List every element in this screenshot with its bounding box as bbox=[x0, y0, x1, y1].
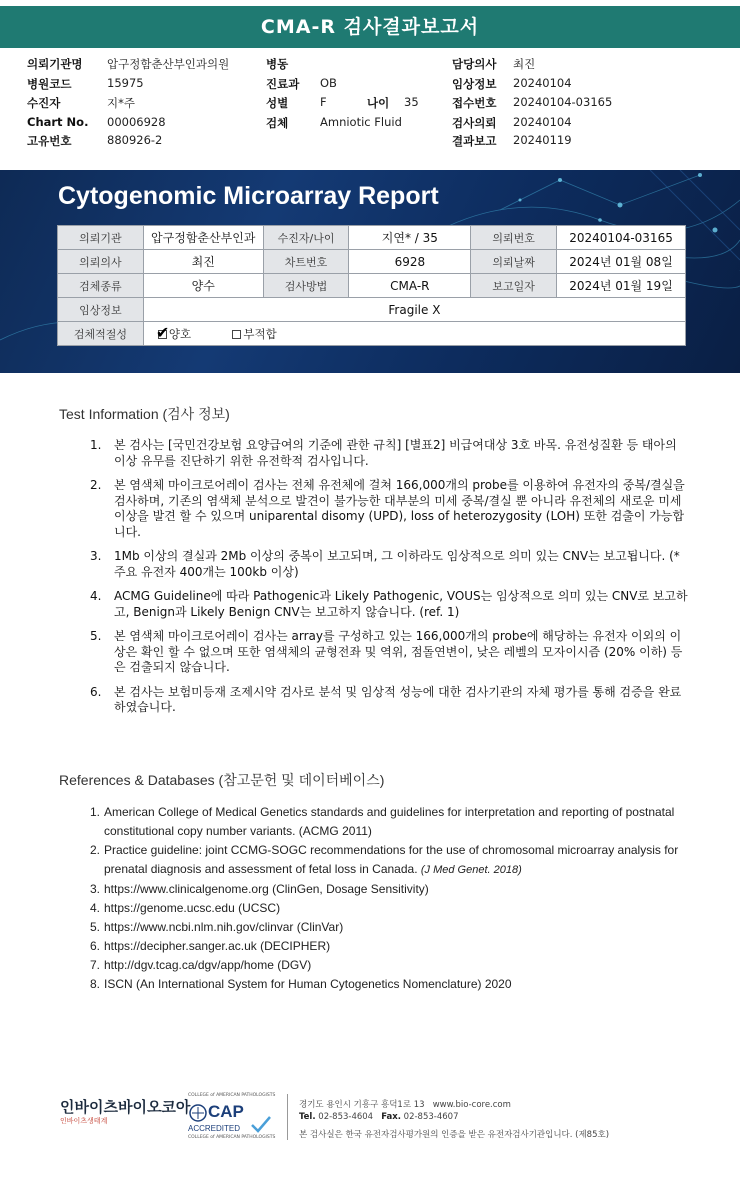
request-label: 검사의뢰 bbox=[452, 116, 497, 130]
hospital-value: 압구정함춘산부인과의원 bbox=[107, 57, 230, 71]
sex-label: 성별 bbox=[266, 96, 289, 110]
patient-value: 지*주 bbox=[107, 96, 135, 110]
table-header-cell: 수진자/나이 bbox=[263, 226, 349, 250]
specimen-label: 검체 bbox=[266, 116, 289, 130]
table-header-cell: 의뢰날짜 bbox=[471, 250, 557, 274]
table-row bbox=[58, 250, 686, 274]
cap-accreditation-logo: COLLEGE of AMERICAN PATHOLOGISTS CAP ACCREDITED COLLEGE of AMERICAN PATHOLOGISTS bbox=[188, 1093, 276, 1140]
list-item: 5. 본 염색체 마이크로어레이 검사는 array를 구성하고 있는 166,000개의 probe에 해당하는 유전자 이외의 이상은 확인 할 수 없으며 또한 염색체의 균형전좌 및 역위, 점돌연변이, 낮은 레벨의 모자이시즘 (20% 이하) 등은 검출되지 않습니다. bbox=[90, 629, 683, 674]
unsuitable-checkbox[interactable] bbox=[232, 330, 241, 339]
table-header-cell: 보고일자 bbox=[471, 274, 557, 298]
table-cell: 6928 bbox=[349, 250, 471, 274]
cap-text: CAP bbox=[208, 1102, 244, 1121]
check-icon: ✔ bbox=[155, 322, 170, 342]
company-logo-sub: 인바이츠생태계 bbox=[60, 1117, 108, 1125]
info-row-2 bbox=[0, 76, 740, 94]
report-label: 결과보고 bbox=[452, 134, 497, 148]
company-logo: 인바이츠바이오코아 bbox=[60, 1098, 191, 1116]
cap-emblem-icon bbox=[188, 1103, 208, 1123]
certification-notice: 본 검사실은 한국 유전자검사평가원의 인증을 받은 유전자검사기관입니다. (제85호) bbox=[299, 1130, 610, 1140]
info-row-3 bbox=[0, 95, 740, 113]
list-item: 3. 1Mb 이상의 결실과 2Mb 이상의 중복이 보고되며, 그 이하라도 임상적으로 의미 있는 CNV는 보고됩니다. (*주요 유전자 400개는 100kb 이상) bbox=[90, 549, 680, 579]
citation: (J Med Genet. 2018) bbox=[420, 864, 522, 876]
table-row bbox=[58, 322, 686, 346]
report-value: 20240119 bbox=[513, 133, 572, 147]
info-row-1 bbox=[0, 56, 740, 74]
specimen-adequacy-cell bbox=[143, 322, 685, 346]
good-checkbox[interactable] bbox=[155, 322, 170, 342]
table-cell: 20240104-03165 bbox=[557, 226, 686, 250]
table-row bbox=[58, 274, 686, 298]
list-item: 4. ACMG Guideline에 따라 Pathogenic과 Likely Pathogenic, VOUS는 임상적으로 의미 있는 CNV로 보고하고, Benign과 Likely Benign CNV는 보고하지 않습니다. (ref. 1) bbox=[90, 589, 688, 619]
dept-value: OB bbox=[320, 76, 337, 90]
banner-title: Cytogenomic Microarray Report bbox=[58, 182, 439, 210]
table-cell: 지연* / 35 bbox=[349, 226, 471, 250]
references-title: References & Databases (참고문헌 및 데이터베이스) bbox=[59, 772, 385, 788]
accredited-text: ACCREDITED bbox=[188, 1124, 241, 1133]
list-item: 2. Practice guideline: joint CCMG-SOGC recommendations for the use of chromosomal microarray analysis for prenatal diagnosis and assessment of fetal loss in Canada. (J Med Genet. 2018) bbox=[90, 843, 679, 876]
checkmark-icon bbox=[250, 1115, 272, 1133]
clinical-label: 임상정보 bbox=[452, 77, 497, 91]
list-item: 4. https://genome.ucsc.edu (UCSC) bbox=[90, 901, 281, 915]
table-header-cell: 의뢰번호 bbox=[471, 226, 557, 250]
table-header-cell: 검체종류 bbox=[58, 274, 144, 298]
list-item: 1. 본 검사는 [국민건강보험 요양급여의 기준에 관한 규칙] [별표2] 비급여대상 3호 바목. 유전성질환 등 태아의 이상 유무를 진단하기 위한 유전학적 검사입니다. bbox=[90, 438, 677, 468]
info-row-4 bbox=[0, 115, 740, 133]
table-row bbox=[58, 226, 686, 250]
list-item: 6. https://decipher.sanger.ac.uk (DECIPHER) bbox=[90, 939, 331, 953]
table-header-cell: 검사방법 bbox=[263, 274, 349, 298]
age-value: 35 bbox=[404, 95, 419, 109]
references-list bbox=[90, 803, 700, 994]
test-info-title: Test Information (검사 정보) bbox=[59, 406, 230, 422]
table-header-cell: 검체적절성 bbox=[58, 322, 144, 346]
unsuitable-label: 부적합 bbox=[243, 326, 277, 341]
report-summary-table bbox=[57, 225, 686, 346]
code-label: 병원코드 bbox=[27, 77, 72, 91]
dept-label: 진료과 bbox=[266, 77, 300, 91]
table-header-cell: 임상정보 bbox=[58, 298, 144, 322]
ward-label: 병동 bbox=[266, 57, 289, 71]
list-item: 2. 본 염색체 마이크로어레이 검사는 전체 유전체에 걸쳐 166,000개의 probe를 이용하여 유전자의 중복/결실을 검사하며, 기존의 염색체 분석으로 발견이 불가능한 대부분의 미세 중복/결실 뿐 아니라 유전체의 새로운 미세이상을 발견 할 수 있으며 uniparental disomy (UPD), loss of heterozygosity (LOH) 또한 검출이 가능합니다. bbox=[90, 478, 685, 539]
table-cell: 2024년 01월 19일 bbox=[557, 274, 686, 298]
table-header-cell: 의뢰의사 bbox=[58, 250, 144, 274]
list-item: 5. https://www.ncbi.nlm.nih.gov/clinvar (ClinVar) bbox=[90, 920, 344, 934]
receipt-label: 접수번호 bbox=[452, 96, 497, 110]
list-item: 6. 본 검사는 보험미등재 조제시약 검사로 분석 및 임상적 성능에 대한 검사기관의 자체 평가를 통해 검증을 완료하였습니다. bbox=[90, 684, 682, 714]
table-header-cell: 의뢰기관 bbox=[58, 226, 144, 250]
unique-value: 880926-2 bbox=[107, 133, 163, 147]
table-cell: 2024년 01월 08일 bbox=[557, 250, 686, 274]
contact-line: Tel. 02-853-4604 Fax. 02-853-4607 bbox=[299, 1112, 459, 1122]
clinical-info-cell: Fragile X bbox=[143, 298, 685, 322]
good-label: 양호 bbox=[168, 326, 192, 341]
report-title: CMA-R 검사결과보고서 bbox=[0, 6, 740, 48]
sex-value: F bbox=[320, 95, 327, 109]
list-item: 8. ISCN (An International System for Human Cytogenetics Nomenclature) 2020 bbox=[90, 977, 512, 991]
chart-value: 00006928 bbox=[107, 115, 166, 129]
age-label: 나이 bbox=[367, 96, 390, 110]
doctor-value: 최진 bbox=[513, 57, 536, 71]
address-line: 경기도 용인시 기흥구 흥덕1로 13 www.bio-core.com bbox=[299, 1100, 511, 1110]
footer bbox=[0, 1088, 740, 1148]
request-value: 20240104 bbox=[513, 115, 572, 129]
table-cell: 양수 bbox=[143, 274, 263, 298]
patient-label: 수진자 bbox=[27, 96, 61, 110]
chart-label: Chart No. bbox=[27, 115, 89, 129]
hospital-label: 의뢰기관명 bbox=[27, 57, 83, 71]
table-row bbox=[58, 298, 686, 322]
footer-divider bbox=[287, 1094, 288, 1140]
doctor-label: 담당의사 bbox=[452, 57, 497, 71]
clinical-value: 20240104 bbox=[513, 76, 572, 90]
list-item: 1. American College of Medical Genetics standards and guidelines for interpretation and reporting of postnatal constitutional copy number variants. (ACMG 2011) bbox=[90, 805, 675, 838]
table-header-cell: 차트번호 bbox=[263, 250, 349, 274]
website-link[interactable]: www.bio-core.com bbox=[432, 1100, 511, 1110]
list-item: 3. https://www.clinicalgenome.org (ClinGen, Dosage Sensitivity) bbox=[90, 882, 429, 896]
table-cell: 압구정함춘산부인과 bbox=[143, 226, 263, 250]
specimen-value: Amniotic Fluid bbox=[320, 115, 402, 129]
test-info-list bbox=[90, 438, 690, 725]
info-row-5 bbox=[0, 133, 740, 151]
list-item: 7. http://dgv.tcag.ca/dgv/app/home (DGV) bbox=[90, 958, 312, 972]
code-value: 15975 bbox=[107, 76, 144, 90]
table-cell: 최진 bbox=[143, 250, 263, 274]
receipt-value: 20240104-03165 bbox=[513, 95, 613, 109]
table-cell: CMA-R bbox=[349, 274, 471, 298]
unique-label: 고유번호 bbox=[27, 134, 72, 148]
